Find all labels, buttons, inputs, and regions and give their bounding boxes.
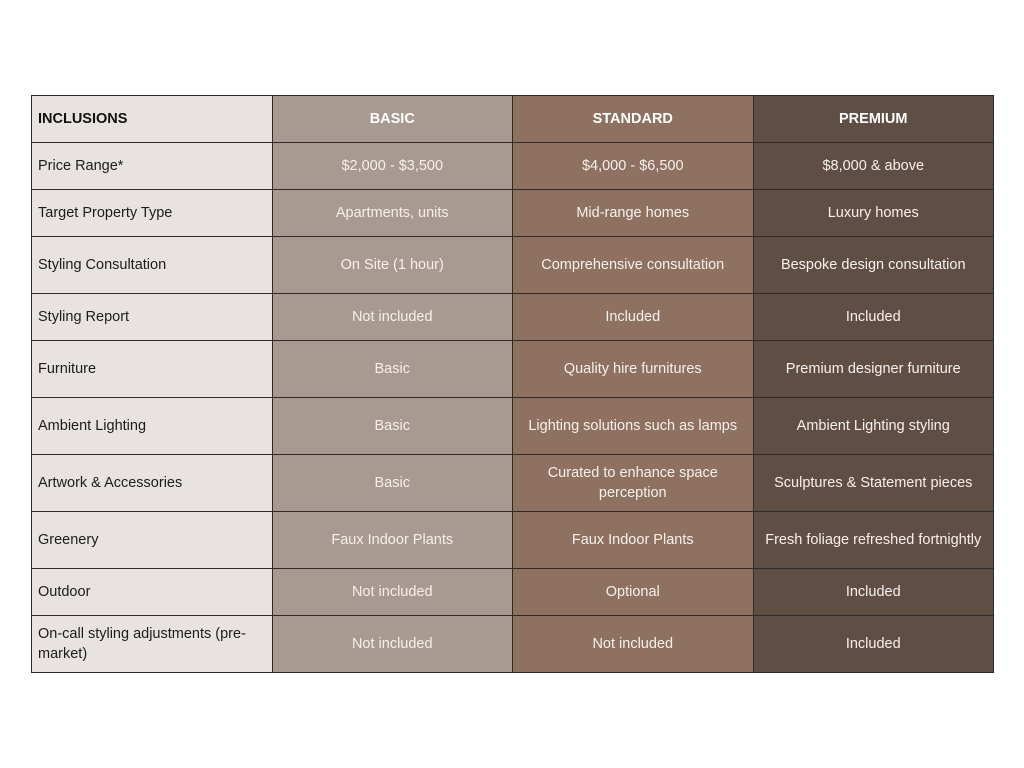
table-row (32, 616, 994, 673)
standard-cell: Quality hire furnitures (513, 341, 754, 398)
header-inclusions: INCLUSIONS (32, 96, 273, 143)
row-label: Styling Report (32, 294, 273, 341)
basic-cell: Basic (272, 341, 513, 398)
header-premium: PREMIUM (753, 96, 994, 143)
premium-cell: Luxury homes (753, 190, 994, 237)
premium-cell: Included (753, 616, 994, 673)
premium-cell: Included (753, 294, 994, 341)
premium-cell: Sculptures & Statement pieces (753, 455, 994, 512)
premium-cell: $8,000 & above (753, 143, 994, 190)
header-basic: BASIC (272, 96, 513, 143)
row-label: Target Property Type (32, 190, 273, 237)
standard-cell: Optional (513, 569, 754, 616)
basic-cell: Not included (272, 294, 513, 341)
table-row (32, 455, 994, 512)
row-label: Outdoor (32, 569, 273, 616)
premium-cell: Included (753, 569, 994, 616)
standard-cell: Comprehensive consultation (513, 237, 754, 294)
comparison-table-container (31, 95, 993, 673)
premium-cell: Ambient Lighting styling (753, 398, 994, 455)
standard-cell: Faux Indoor Plants (513, 512, 754, 569)
table-row (32, 143, 994, 190)
basic-cell: On Site (1 hour) (272, 237, 513, 294)
row-label: Price Range* (32, 143, 273, 190)
row-label: Furniture (32, 341, 273, 398)
standard-cell: Mid-range homes (513, 190, 754, 237)
standard-cell: Curated to enhance space perception (513, 455, 754, 512)
row-label: Greenery (32, 512, 273, 569)
table-row (32, 569, 994, 616)
table-row (32, 190, 994, 237)
standard-cell: Included (513, 294, 754, 341)
basic-cell: Faux Indoor Plants (272, 512, 513, 569)
row-label: Styling Consultation (32, 237, 273, 294)
basic-cell: Not included (272, 616, 513, 673)
table-row (32, 341, 994, 398)
row-label: On-call styling adjustments (pre-market) (32, 616, 273, 673)
basic-cell: Basic (272, 398, 513, 455)
package-comparison-table (31, 95, 994, 673)
table-row (32, 512, 994, 569)
basic-cell: Basic (272, 455, 513, 512)
table-row (32, 398, 994, 455)
standard-cell: Lighting solutions such as lamps (513, 398, 754, 455)
basic-cell: Not included (272, 569, 513, 616)
basic-cell: Apartments, units (272, 190, 513, 237)
row-label: Artwork & Accessories (32, 455, 273, 512)
table-row (32, 237, 994, 294)
premium-cell: Bespoke design consultation (753, 237, 994, 294)
standard-cell: Not included (513, 616, 754, 673)
row-label: Ambient Lighting (32, 398, 273, 455)
header-standard: STANDARD (513, 96, 754, 143)
standard-cell: $4,000 - $6,500 (513, 143, 754, 190)
premium-cell: Premium designer furniture (753, 341, 994, 398)
premium-cell: Fresh foliage refreshed fortnightly (753, 512, 994, 569)
table-header-row (32, 96, 994, 143)
table-row (32, 294, 994, 341)
basic-cell: $2,000 - $3,500 (272, 143, 513, 190)
